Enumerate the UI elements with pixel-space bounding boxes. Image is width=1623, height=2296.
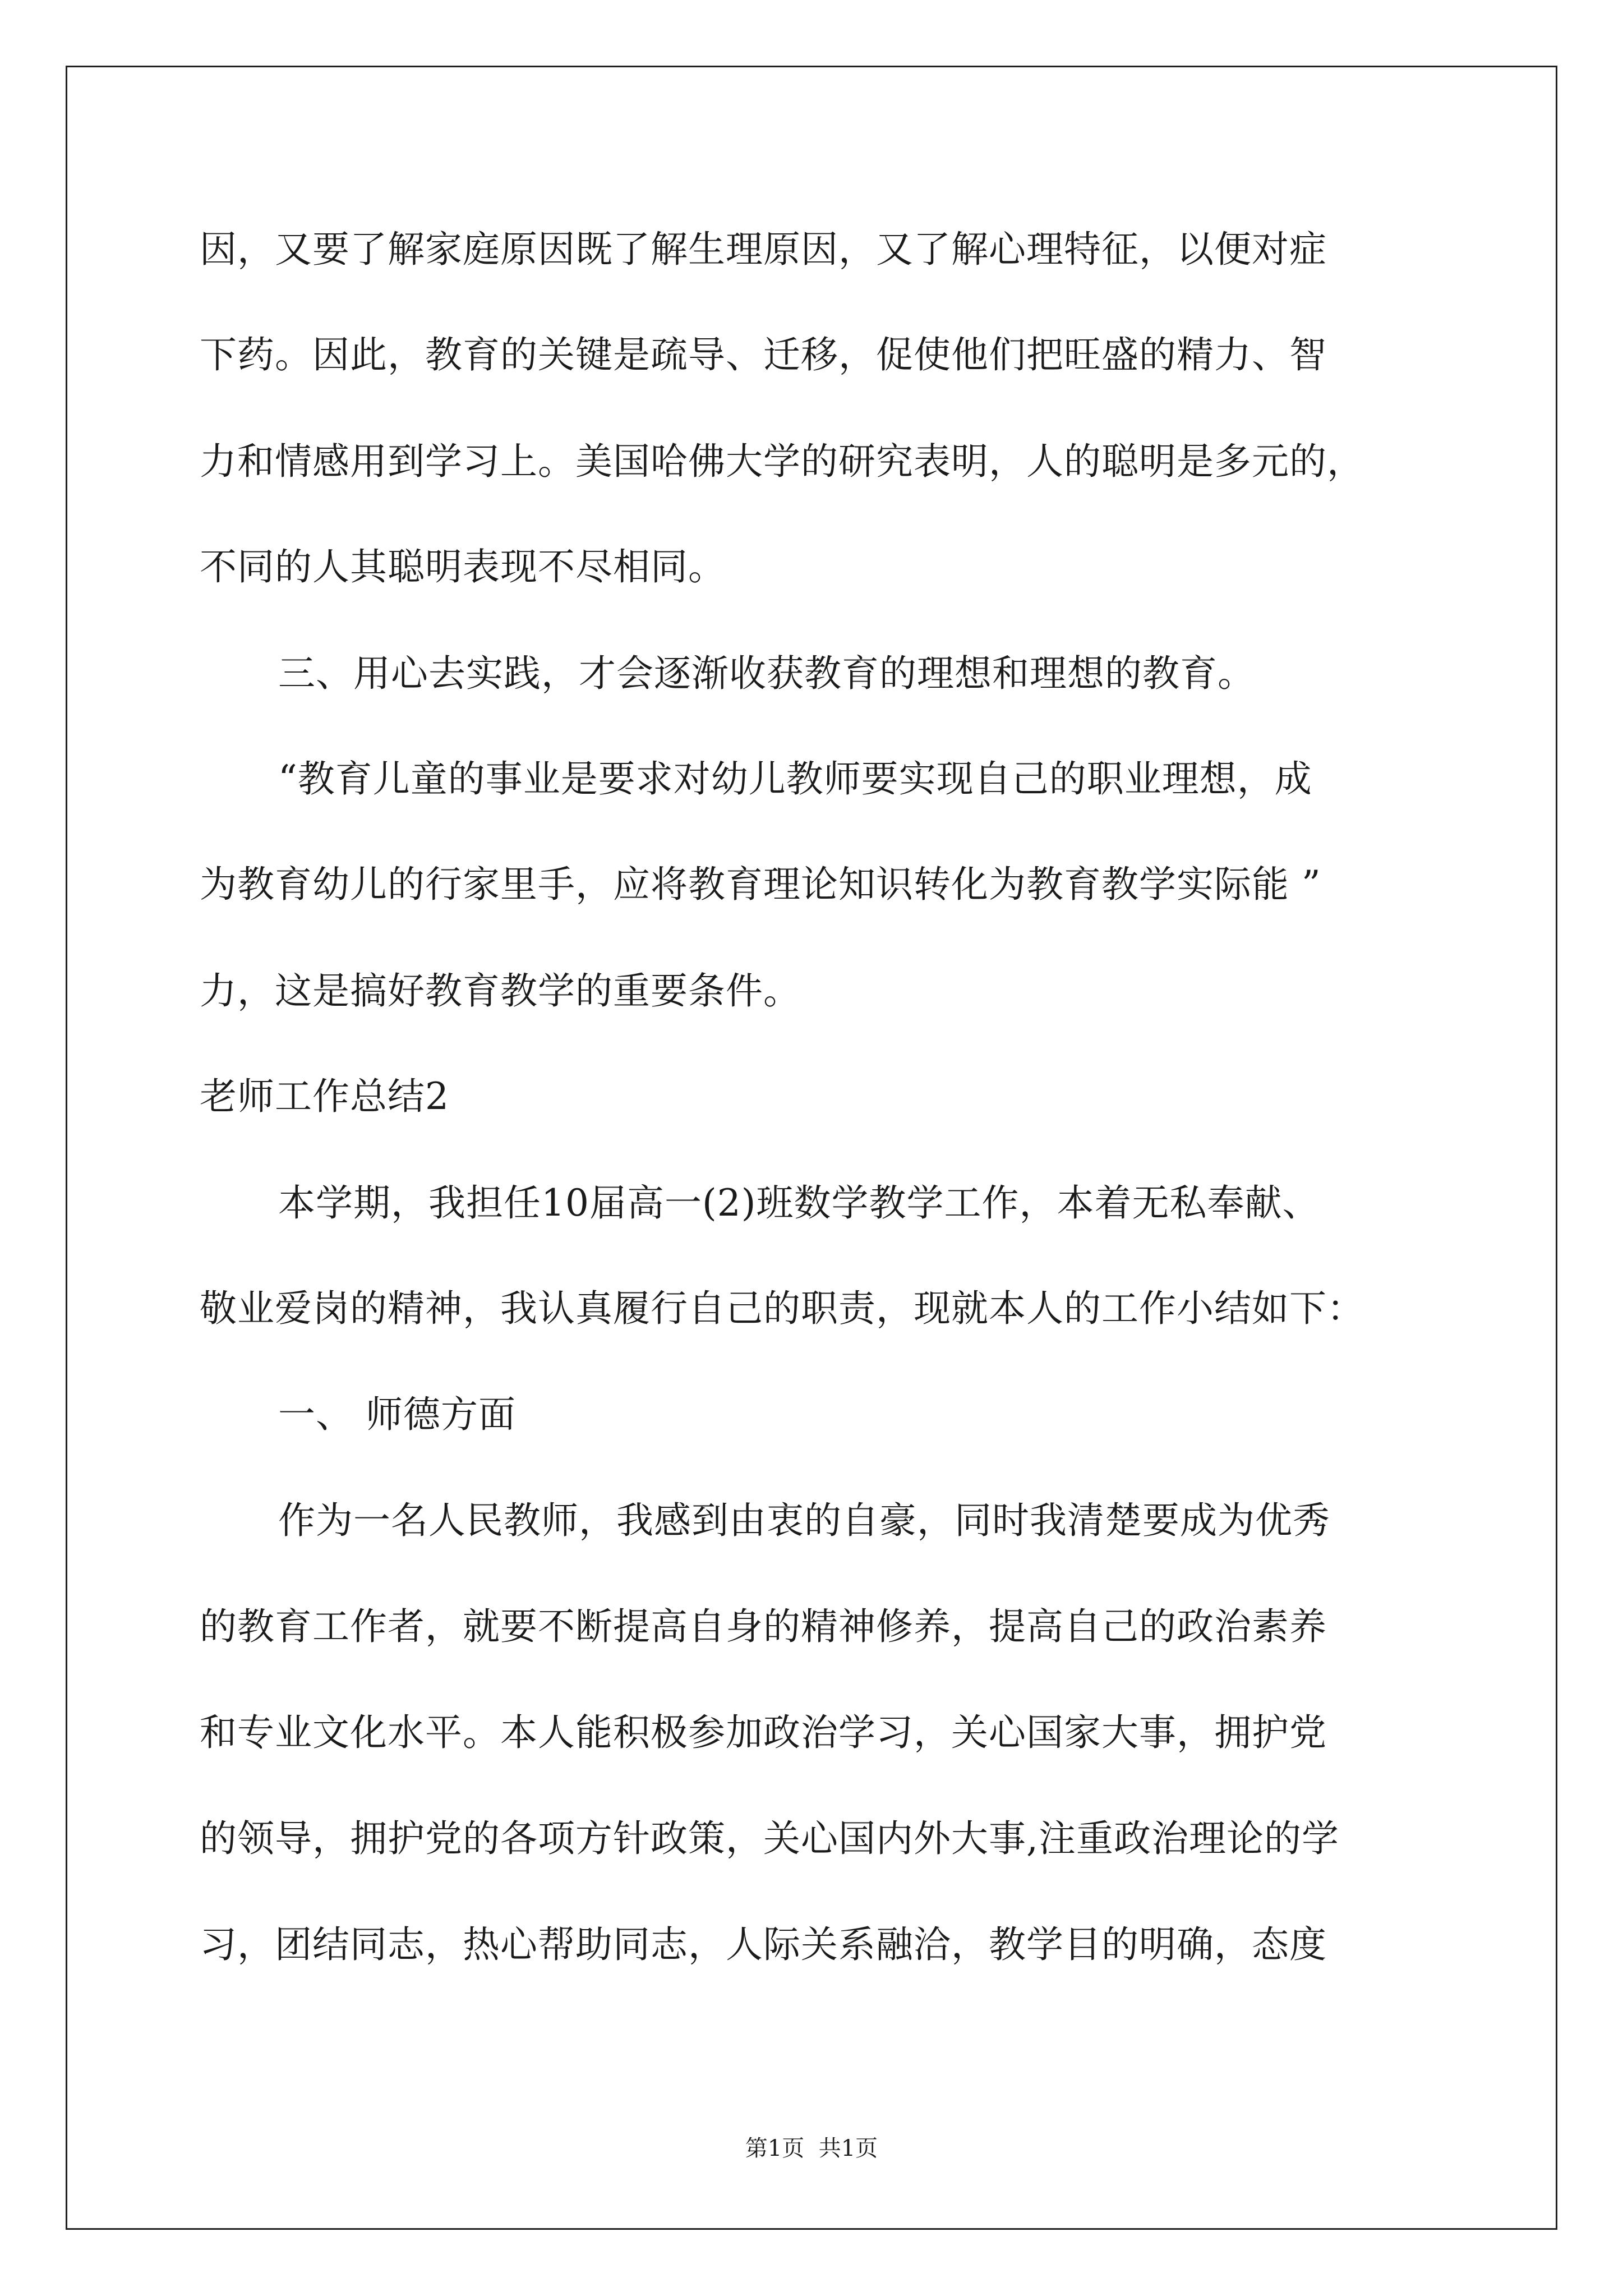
text-line: 力和情感用到学习上。美国哈佛大学的研究表明，人的聪明是多元的， [200, 440, 1364, 483]
text-line: 习，团结同志，热心帮助同志，人际关系融洽，教学目的明确，态度 [200, 1923, 1327, 1966]
text-line: 的领导，拥护党的各项方针政策，关心国内外大事,注重政治理论的学 [200, 1817, 1339, 1860]
text-line: 本学期，我担任10届高一(2)班数学教学工作，本着无私奉献、 [278, 1181, 1320, 1225]
text-line: 不同的人其聪明表现不尽相同。 [200, 545, 726, 588]
text-line: 的教育工作者，就要不断提高自身的精神修养，提高自己的政治素养 [200, 1605, 1327, 1648]
text-line: 和专业文化水平。本人能积极参加政治学习，关心国家大事，拥护党 [200, 1711, 1327, 1754]
text-line: 力，这是搞好教育教学的重要条件。 [200, 969, 801, 1013]
document-title: 老师工作总结2 [200, 1075, 449, 1118]
text-line: 敬业爱岗的精神，我认真履行自己的职责，现就本人的工作小结如下： [200, 1287, 1364, 1330]
page-border [66, 66, 1557, 2230]
section-heading: 一、 师德方面 [278, 1393, 516, 1436]
text-line: 为教育幼儿的行家里手，应将教育理论知识转化为教育教学实际能 ” [200, 863, 1321, 906]
text-line: “教育儿童的事业是要求对幼儿教师要实现自己的职业理想，成 [278, 757, 1312, 800]
section-heading: 三、用心去实践，才会逐渐收获教育的理想和理想的教育。 [278, 652, 1255, 695]
text-line: 下药。因此，教育的关键是疏导、迁移，促使他们把旺盛的精力、智 [200, 333, 1327, 376]
page-footer: 第1页 共1页 [745, 2136, 878, 2161]
text-line: 因，又要了解家庭原因既了解生理原因，又了解心理特征，以便对症 [200, 228, 1327, 271]
text-line: 作为一名人民教师，我感到由衷的自豪，同时我清楚要成为优秀 [278, 1499, 1330, 1542]
